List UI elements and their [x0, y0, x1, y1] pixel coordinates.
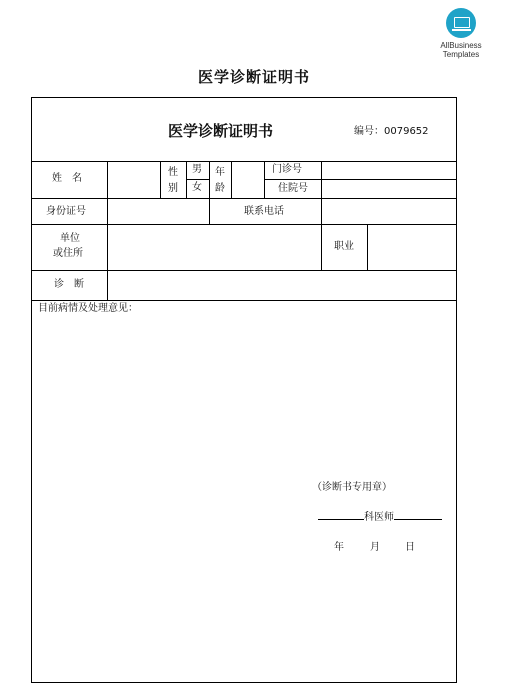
- id-number-label: 身份证号: [46, 206, 86, 217]
- doctor-label: 科医师: [364, 512, 394, 523]
- allbusiness-logo: [432, 8, 490, 59]
- unit-label-1: 单位: [60, 233, 80, 244]
- logo-text-line1: AllBusiness: [440, 41, 482, 50]
- age-label-2: 龄: [215, 183, 225, 194]
- male-option: 男: [192, 164, 202, 175]
- unit-label-2: 或住所: [53, 248, 83, 259]
- name-label: 姓 名: [52, 173, 82, 184]
- age-label-1: 年: [215, 167, 225, 178]
- gender-label-1: 性: [168, 167, 178, 178]
- opinion-label: 目前病情及处理意见：: [38, 303, 138, 314]
- doctor-signature-line: [318, 512, 442, 524]
- number-label: 编号：: [354, 126, 384, 137]
- date-month: 月: [370, 542, 380, 553]
- outpatient-no-label: 门诊号: [272, 164, 302, 175]
- form-title: 医学诊断证明书: [168, 122, 274, 140]
- occupation-label: 职业: [334, 241, 354, 252]
- diagnosis-form: [31, 97, 457, 683]
- stamp-label: （诊断书专用章）: [312, 482, 392, 493]
- phone-label: 联系电话: [244, 206, 284, 217]
- inpatient-no-label: 住院号: [278, 183, 308, 194]
- female-option: 女: [192, 182, 202, 193]
- number-value: 0079652: [384, 126, 429, 137]
- date-day: 日: [405, 542, 415, 553]
- number-field: [354, 126, 429, 138]
- date-year: 年: [334, 542, 344, 553]
- diagnosis-label: 诊 断: [54, 279, 84, 290]
- gender-label-2: 别: [168, 183, 178, 194]
- logo-text-line2: Templates: [442, 50, 480, 59]
- document-title: 医学诊断证明书: [197, 68, 310, 86]
- laptop-icon: [446, 8, 476, 38]
